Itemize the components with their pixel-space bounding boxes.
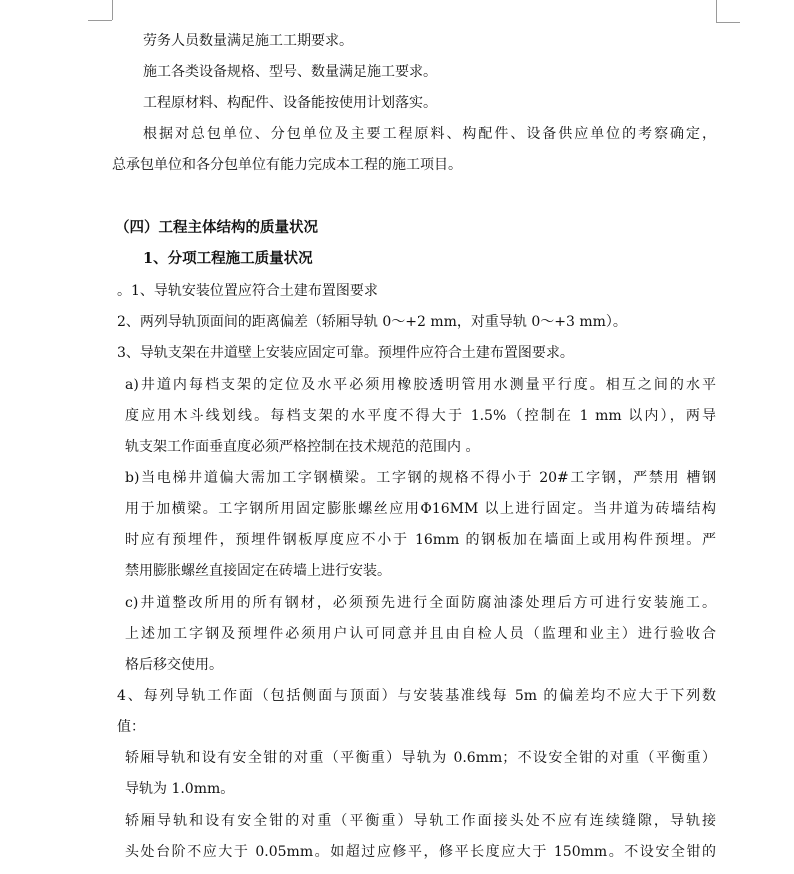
sub-heading: 1、分项工程施工质量状况 [143,250,313,267]
paragraph-assessment-line2: 总承包单位和各分包单位有能力完成本工程的施工项目。 [112,157,462,173]
clause-b-line1: b)当电梯井道偏大需加工字钢横梁。工字钢的规格不得小于 20#工字钢，严禁用 槽钢 [125,470,716,486]
clause-a-line1: a)井道内每档支架的定位及水平必须用橡胶透明管用水测量平行度。相互之间的水平 [125,377,716,393]
list-item-1: 。1、导轨安装位置应符合土建布置图要求 [117,283,378,299]
list-item-3: 3、导轨支架在井道壁上安装应固定可靠。预埋件应符合土建布置图要求。 [117,345,574,361]
clause-b-line2: 用于加横梁。工字钢所用固定膨胀螺丝应用Φ16MM 以上进行固定。当井道为砖墙结构 [125,501,716,517]
page-corner-mark-top-left [112,0,113,20]
page-corner-mark-top-right-h [716,22,740,23]
paragraph-assessment-line1: 根据对总包单位、分包单位及主要工程原料、构配件、设备供应单位的考察确定， [143,126,716,142]
paragraph-equipment: 施工各类设备规格、型号、数量满足施工要求。 [143,64,437,80]
paragraph-labor: 劳务人员数量满足施工工期要求。 [143,33,353,49]
clause-e-line1: 轿厢导轨和设有安全钳的对重（平衡重）导轨工作面接头处不应有连续缝隙，导轨接 [125,813,716,829]
list-item-4-line1: 4、每列导轨工作面（包括侧面与顶面）与安装基准线每 5m 的偏差均不应大于下列数 [117,688,716,704]
list-item-2: 2、两列导轨顶面间的距离偏差（轿厢导轨 0～+2 mm，对重导轨 0～+3 mm）。 [117,314,627,330]
clause-c-line3: 格后移交使用。 [125,657,223,673]
clause-c-line2: 上述加工字钢及预埋件必须用户认可同意并且由自检人员（监理和业主）进行验收合 [125,626,716,642]
clause-c-line1: c)井道整改所用的所有钢材，必须预先进行全面防腐油漆处理后方可进行安装施工。 [125,595,716,611]
page-corner-mark-top-right [716,0,717,22]
clause-d-line2: 导轨为 1.0mm。 [125,781,235,797]
clause-b-line4: 禁用膨胀螺丝直接固定在砖墙上进行安装。 [125,563,391,579]
section-heading: （四）工程主体结构的质量状况 [115,219,318,236]
list-item-4-line2: 值： [117,719,145,735]
clause-a-line2: 度应用木斗线划线。每档支架的水平度不得大于 1.5%（控制在 1 mm 以内），两导 [125,408,716,424]
clause-d-line1: 轿厢导轨和设有安全钳的对重（平衡重）导轨为 0.6mm；不设安全钳的对重（平衡重） [125,750,716,766]
paragraph-materials: 工程原材料、构配件、设备能按使用计划落实。 [143,95,437,111]
page-corner-mark-top-left-h [88,20,112,21]
clause-b-line3: 时应有预埋件，预埋件钢板厚度应不小于 16mm 的钢板加在墙面上或用构件预埋。严 [125,532,716,548]
clause-e-line2: 头处台阶不应大于 0.05mm。如超过应修平，修平长度应大于 150mm。不设安全钳的 [125,844,716,860]
clause-a-line3: 轨支架工作面垂直度必须严格控制在技术规范的范围内 。 [125,439,480,455]
